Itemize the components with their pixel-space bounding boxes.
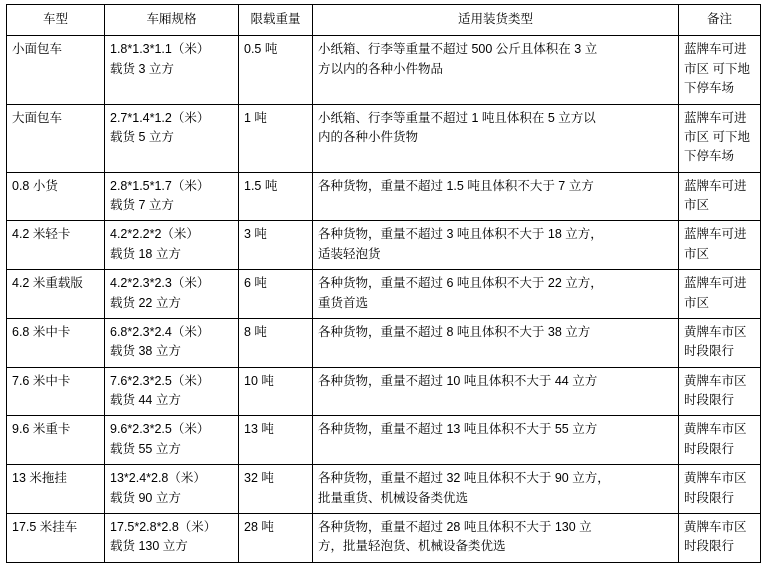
cell-line: 各种货物，重量不超过 3 吨且体积不大于 18 立方，	[318, 227, 603, 242]
table-header-row	[7, 5, 761, 36]
cell-line: 28 吨	[244, 519, 274, 534]
cell-line: 各种货物，重量不超过 13 吨且体积不大于 55 立方	[318, 422, 598, 437]
cell-line: 黄牌车市区	[684, 422, 747, 437]
cell-remark	[679, 221, 761, 270]
column-header-cargo-type: 适用装货类型	[313, 5, 679, 36]
cell-line: 1.5 吨	[244, 178, 278, 193]
cell-vehicle-type: 6.8 米中卡	[7, 318, 105, 367]
cell-line: 3 吨	[244, 227, 267, 242]
cell-remark	[679, 513, 761, 562]
cell-line: 时段限行	[684, 490, 735, 505]
cell-line: 黄牌车市区	[684, 373, 747, 388]
table-row	[7, 465, 761, 514]
cell-line: 载货 44 立方	[110, 393, 181, 407]
vehicle-specification-table	[6, 4, 761, 563]
cell-line: 0.5 吨	[244, 42, 278, 57]
cell-compartment-spec	[105, 104, 239, 172]
cell-cargo-type	[313, 367, 679, 416]
cell-line: 载货 7 立方	[110, 198, 174, 212]
cell-line: 4.2*2.2*2（米）	[110, 227, 199, 242]
cell-line: 内的各种小件货物	[318, 129, 419, 144]
cell-line: 黄牌车市区	[684, 324, 747, 339]
cell-load-limit	[239, 367, 313, 416]
cell-line: 7.6*2.3*2.5（米）	[110, 373, 210, 388]
cell-line: 时段限行	[684, 344, 735, 359]
cell-compartment-spec	[105, 172, 239, 221]
cell-line: 32 吨	[244, 471, 274, 486]
cell-line: 1 吨	[244, 110, 267, 125]
cell-line: 蓝牌车可进	[684, 227, 747, 242]
cell-line: 6 吨	[244, 276, 267, 291]
cell-line: 蓝牌车可进	[684, 276, 747, 291]
cell-line: 载货 22 立方	[110, 295, 181, 310]
cell-compartment-spec	[105, 367, 239, 416]
cell-compartment-spec	[105, 270, 239, 319]
cell-line: 载货 130 立方	[110, 539, 188, 554]
cell-vehicle-type: 小面包车	[7, 36, 105, 104]
cell-line: 黄牌车市区	[684, 519, 747, 534]
cell-vehicle-type: 9.6 米重卡	[7, 416, 105, 465]
cell-vehicle-type: 7.6 米中卡	[7, 367, 105, 416]
table-row	[7, 416, 761, 465]
cell-line: 4.2*2.3*2.3（米）	[110, 276, 210, 291]
table-row	[7, 270, 761, 319]
cell-remark	[679, 416, 761, 465]
cell-line: 载货 3 立方	[110, 61, 174, 76]
cell-line: 市区	[684, 246, 710, 261]
cell-line: 13 吨	[244, 422, 274, 437]
cell-cargo-type	[313, 416, 679, 465]
cell-vehicle-type: 17.5 米挂车	[7, 513, 105, 562]
cell-load-limit	[239, 465, 313, 514]
cell-line: 8 吨	[244, 324, 267, 339]
cell-remark	[679, 367, 761, 416]
table-row	[7, 172, 761, 221]
cell-vehicle-type: 大面包车	[7, 104, 105, 172]
cell-compartment-spec	[105, 318, 239, 367]
cell-load-limit	[239, 416, 313, 465]
cell-compartment-spec	[105, 221, 239, 270]
cell-line: 13*2.4*2.8（米）	[110, 471, 206, 486]
cell-load-limit	[239, 318, 313, 367]
cell-line: 重货首选	[318, 295, 369, 310]
cell-line: 市区 可下地	[684, 129, 750, 144]
cell-load-limit	[239, 36, 313, 104]
cell-load-limit	[239, 513, 313, 562]
cell-line: 各种货物，重量不超过 8 吨且体积不大于 38 立方	[318, 324, 591, 339]
cell-vehicle-type: 4.2 米重载版	[7, 270, 105, 319]
cell-load-limit	[239, 172, 313, 221]
table-row	[7, 104, 761, 172]
cell-line: 17.5*2.8*2.8（米）	[110, 519, 217, 534]
table-row	[7, 513, 761, 562]
cell-load-limit	[239, 270, 313, 319]
cell-remark	[679, 318, 761, 367]
table-row	[7, 36, 761, 104]
cell-remark	[679, 172, 761, 221]
cell-line: 各种货物，重量不超过 28 吨且体积不大于 130 立	[318, 519, 592, 534]
cell-line: 黄牌车市区	[684, 471, 747, 486]
cell-line: 各种货物，重量不超过 10 吨且体积不大于 44 立方	[318, 373, 598, 388]
table-row	[7, 367, 761, 416]
cell-load-limit	[239, 104, 313, 172]
cell-line: 批量重货、机械设备类优选	[318, 490, 469, 505]
cell-cargo-type	[313, 513, 679, 562]
cell-vehicle-type: 4.2 米轻卡	[7, 221, 105, 270]
cell-line: 1.8*1.3*1.1（米）	[110, 42, 210, 57]
cell-line: 2.8*1.5*1.7（米）	[110, 178, 210, 193]
cell-compartment-spec	[105, 513, 239, 562]
cell-line: 小纸箱、行李等重量不超过 500 公斤且体积在 3 立	[318, 42, 598, 57]
cell-line: 6.8*2.3*2.4（米）	[110, 324, 210, 339]
cell-line: 小纸箱、行李等重量不超过 1 吨且体积在 5 立方以	[318, 110, 596, 125]
column-header-compartment-spec: 车厢规格	[105, 5, 239, 36]
table-row	[7, 318, 761, 367]
cell-compartment-spec	[105, 36, 239, 104]
cell-line: 蓝牌车可进	[684, 42, 747, 57]
cell-line: 下停车场	[684, 149, 735, 164]
cell-line: 适装轻泡货	[318, 246, 381, 261]
cell-line: 方，批量轻泡货、机械设备类优选	[318, 539, 506, 554]
column-header-vehicle-type: 车型	[7, 5, 105, 36]
cell-vehicle-type: 13 米拖挂	[7, 465, 105, 514]
cell-remark	[679, 270, 761, 319]
cell-cargo-type	[313, 270, 679, 319]
cell-line: 下停车场	[684, 81, 735, 96]
cell-line: 载货 55 立方	[110, 441, 181, 456]
cell-compartment-spec	[105, 416, 239, 465]
cell-line: 载货 90 立方	[110, 490, 181, 505]
column-header-load-limit: 限载重量	[239, 5, 313, 36]
cell-remark	[679, 104, 761, 172]
cell-cargo-type	[313, 318, 679, 367]
cell-line: 时段限行	[684, 539, 735, 554]
cell-load-limit	[239, 221, 313, 270]
cell-cargo-type	[313, 221, 679, 270]
cell-line: 载货 18 立方	[110, 246, 181, 261]
cell-remark	[679, 465, 761, 514]
cell-cargo-type	[313, 172, 679, 221]
cell-line: 9.6*2.3*2.5（米）	[110, 422, 210, 437]
cell-line: 时段限行	[684, 441, 735, 456]
column-header-remark: 备注	[679, 5, 761, 36]
table-body	[7, 36, 761, 562]
cell-line: 蓝牌车可进	[684, 178, 747, 193]
cell-line: 各种货物，重量不超过 1.5 吨且体积不大于 7 立方	[318, 178, 594, 193]
table-header	[7, 5, 761, 36]
cell-cargo-type	[313, 36, 679, 104]
cell-line: 10 吨	[244, 373, 274, 388]
cell-cargo-type	[313, 465, 679, 514]
cell-vehicle-type: 0.8 小货	[7, 172, 105, 221]
cell-compartment-spec	[105, 465, 239, 514]
cell-line: 载货 38 立方	[110, 344, 181, 359]
cell-line: 市区	[684, 198, 710, 212]
cell-line: 市区 可下地	[684, 61, 750, 76]
cell-line: 2.7*1.4*1.2（米）	[110, 110, 210, 125]
cell-line: 载货 5 立方	[110, 129, 174, 144]
cell-line: 市区	[684, 295, 710, 310]
cell-cargo-type	[313, 104, 679, 172]
cell-line: 各种货物，重量不超过 6 吨且体积不大于 22 立方，	[318, 276, 603, 291]
cell-line: 时段限行	[684, 393, 735, 407]
cell-line: 各种货物，重量不超过 32 吨且体积不大于 90 立方，	[318, 471, 610, 486]
cell-line: 蓝牌车可进	[684, 110, 747, 125]
cell-remark	[679, 36, 761, 104]
cell-line: 方以内的各种小件物品	[318, 61, 444, 76]
table-row	[7, 221, 761, 270]
